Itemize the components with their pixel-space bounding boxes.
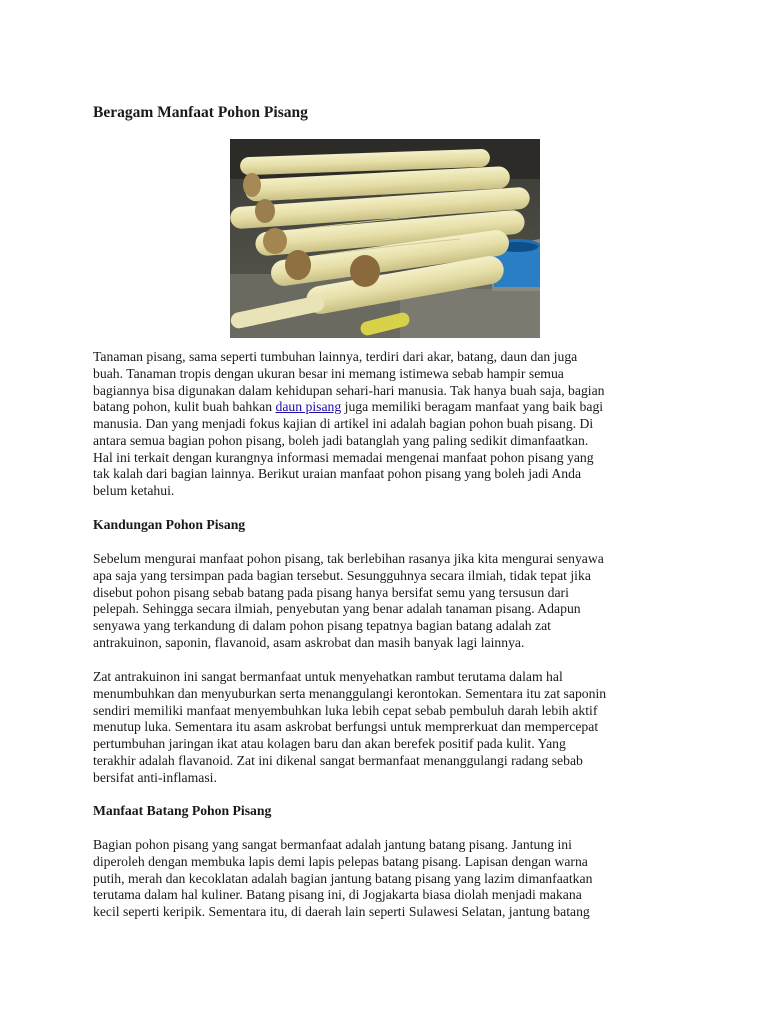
text-line: diperoleh dengan membuka lapis demi lapis pelepas batang pisang. Lapisan dengan warna bbox=[93, 853, 588, 869]
text-line: terakhir adalah flavanoid. Zat ini dikenal sangat bermanfaat menanggulangi radang sebab bbox=[93, 752, 583, 768]
text-segment: batang pohon, kulit buah bahkan bbox=[93, 399, 276, 415]
text-line: kecil seperti keripik. Sementara itu, di daerah lain seperti Sulawesi Selatan, jantung batang bbox=[93, 904, 590, 919]
text-line: tak kalah dari bagian lainnya. Berikut uraian manfaat pohon pisang yang boleh jadi Anda bbox=[93, 466, 582, 482]
section-heading-manfaat-batang: Manfaat Batang Pohon Pisang bbox=[93, 803, 272, 818]
text-line: bagiannya bisa digunakan dalam kehidupan sehari-hari manusia. Tak hanya buah saja, bagian bbox=[93, 382, 605, 398]
text-line: putih, merah dan kecoklatan adalah bagian jantung batang pisang yang lazim dimanfaatkan bbox=[93, 870, 593, 886]
daun-pisang-link[interactable]: daun pisang bbox=[275, 399, 342, 415]
text-line: antrakuinon, saponin, flavanoid, asam askrobat dan masih banyak lagi lainnya. bbox=[93, 634, 525, 650]
text-line: Tanaman pisang, sama seperti tumbuhan lainnya, terdiri dari akar, batang, daun dan juga bbox=[93, 349, 578, 364]
text-line: buah. Tanaman tropis dengan ukuran besar ini memang istimewa sebab hampir semua bbox=[93, 365, 564, 381]
text-segment: juga memiliki beragam manfaat yang baik bagi bbox=[341, 399, 604, 415]
text-line: disebut pohon pisang sebab batang pada pisang hanya bersifat semu yang tersusun dari bbox=[93, 584, 569, 600]
section2-paragraph-1 bbox=[93, 837, 668, 921]
text-line: apa saja yang tersimpan pada bagian tersebut. Sesungguhnya secara ilmiah, tidak tepat jika bbox=[93, 567, 591, 583]
text-line: antara semua bagian pohon pisang, boleh jadi batanglah yang paling sedikit dimanfaatkan. bbox=[93, 432, 589, 448]
text-line: pelepah. Sehingga secara ilmiah, penyebutan yang benar adalah tanaman pisang. Adapun bbox=[93, 601, 581, 617]
text-line: belum ketahui. bbox=[93, 483, 175, 498]
text-line: manusia. Dan yang menjadi fokus kajian di artikel ini adalah bagian pohon buah pisang. Di bbox=[93, 416, 594, 431]
text-line: menutup luka. Sementara itu asam askrobat berfungsi untuk memprerkuat dan mempercepat bbox=[93, 719, 599, 735]
text-line: terutama dalam hal kuliner. Batang pisang ini, di Jogjakarta biasa diolah menjadi makana bbox=[93, 887, 582, 903]
section-heading-kandungan: Kandungan Pohon Pisang bbox=[93, 517, 246, 532]
text-line: senyawa yang terkandung di dalam pohon pisang tepatnya bagian batang adalah zat bbox=[93, 618, 551, 633]
text-line: menumbuhkan dan menyuburkan serta menanggulangi kerontokan. Sementara itu zat saponin bbox=[93, 685, 607, 701]
text-line: bersifat anti-inflamasi. bbox=[93, 769, 217, 785]
section1-paragraph-2 bbox=[93, 669, 668, 786]
text-line: pertumbuhan jaringan ikat atau kolagen baru dan akan berefek positif pada kulit. Yang bbox=[93, 736, 566, 751]
text-line: Bagian pohon pisang yang sangat bermanfaat adalah jantung batang pisang. Jantung ini bbox=[93, 837, 572, 852]
section1-paragraph-1 bbox=[93, 551, 668, 652]
intro-paragraph bbox=[93, 349, 668, 500]
text-line: Sebelum mengurai manfaat pohon pisang, tak berlebihan rasanya jika kita mengurai senyawa bbox=[93, 551, 604, 566]
text-line: sendiri memiliki manfaat menyembuhkan luka lebih cepat sebab pembuluh darah lebih aktif bbox=[93, 702, 598, 718]
banana-trunk-photo bbox=[230, 139, 540, 338]
document-title: Beragam Manfaat Pohon Pisang bbox=[93, 104, 308, 121]
text-line bbox=[93, 399, 668, 416]
text-line: Zat antrakuinon ini sangat bermanfaat untuk menyehatkan rambut terutama dalam hal bbox=[93, 669, 563, 684]
text-line: Hal ini terkait dengan kurangnya informasi memadai mengenai manfaat pohon pisang yang bbox=[93, 449, 594, 465]
